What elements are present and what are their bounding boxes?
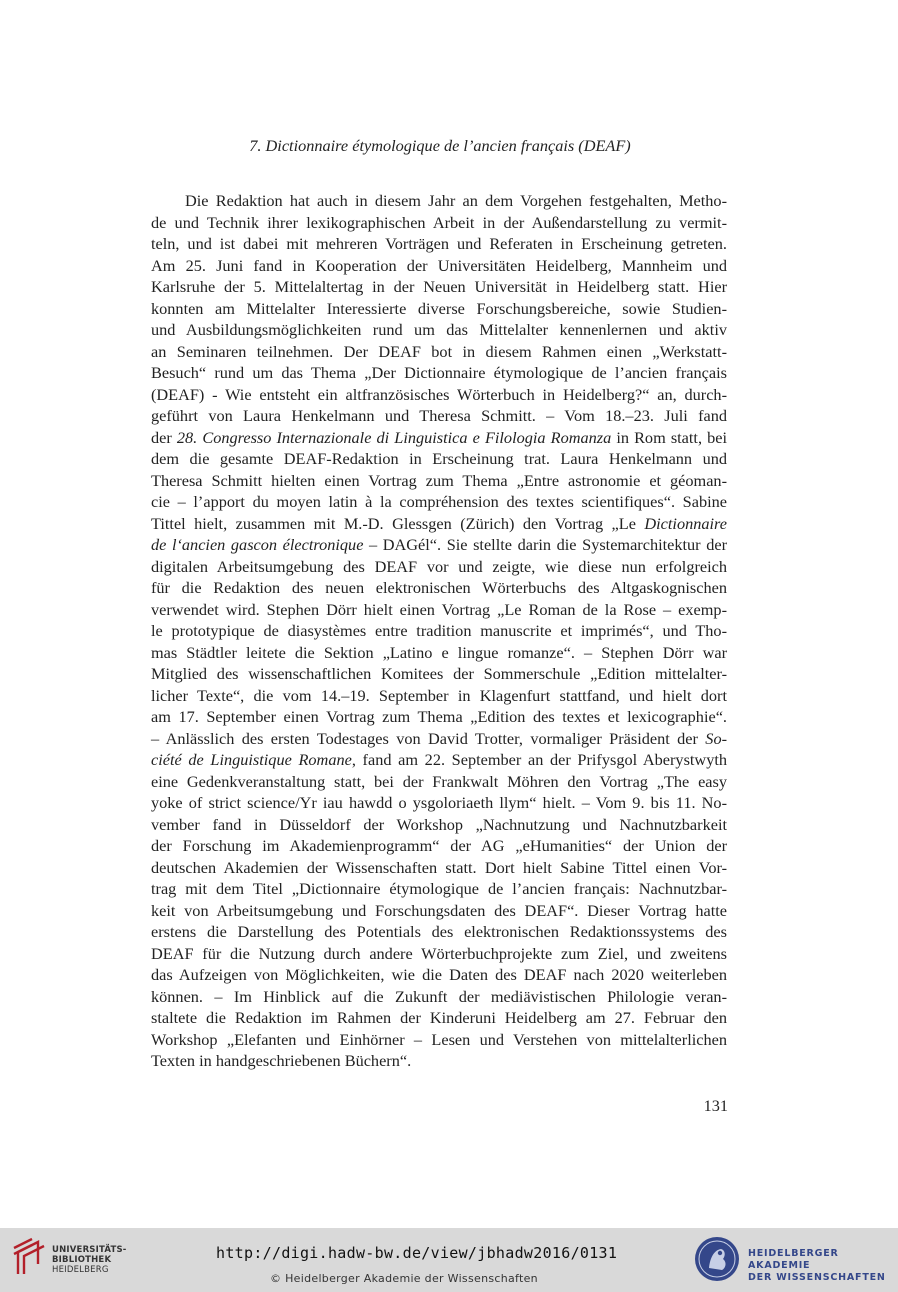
text-line: mas Städtler leitete die Sektion „Latino e lingue romanze“. – Stephen Dörr war xyxy=(151,642,727,662)
academy-name: HEIDELBERGER AKADEMIE DER WISSENSCHAFTEN xyxy=(748,1248,886,1283)
text-line: geführt von Laura Henkelmann und Theresa Schmitt. – Vom 18.–23. Juli fand xyxy=(151,406,727,425)
text-line: de und Technik ihrer lexikographischen Arbeit in der Außendarstellung zu vermit- xyxy=(151,212,727,232)
text-line: licher Texte“, die vom 14.–19. September in Klagenfurt stattfand, und hielt dort xyxy=(151,685,727,705)
text-line: konnten am Mittelalter Interessierte diverse Forschungsbereiche, sowie Studien- xyxy=(151,298,727,318)
text-line: yoke of strict science/Yr iau hawdd o ysgoloriaeth llym“ hielt. – Vom 9. bis 11. No- xyxy=(151,793,727,812)
text-line: eine Gedenkveranstaltung statt, bei der Frankwalt Möhren den Vortrag „The easy xyxy=(151,771,727,791)
text-line: Texten in handgeschriebenen Büchern“. xyxy=(151,1051,412,1070)
academy-seal-icon xyxy=(694,1236,740,1282)
text-line: trag mit dem Titel „Dictionnaire étymologique de l’ancien français: Nachnutzbar- xyxy=(151,879,727,898)
text-line: dem die gesamte DEAF-Redaktion in Erscheinung trat. Laura Henkelmann und xyxy=(151,449,727,468)
body-paragraph xyxy=(151,190,727,1072)
text-line: Karlsruhe der 5. Mittelaltertag in der Neuen Universität in Heidelberg statt. Hier xyxy=(151,277,727,296)
text-line: Theresa Schmitt hielten einen Vortrag zum Thema „Entre astronomie et géoman- xyxy=(151,470,727,490)
text-line: am 17. September einen Vortrag zum Thema „Edition des textes et lexicographie“. xyxy=(151,707,727,726)
text-line: für die Redaktion des neuen elektronischen Wörterbuchs des Altgaskognischen xyxy=(151,578,727,597)
permalink-url[interactable]: http://digi.hadw-bw.de/view/jbhadw2016/0131 xyxy=(216,1244,618,1262)
text-line: Workshop „Elefanten und Einhörner – Lesen und Verstehen von mittelalterlichen xyxy=(151,1029,727,1049)
text-line: Die Redaktion hat auch in diesem Jahr an dem Vorgehen festgehalten, Metho- xyxy=(185,191,727,210)
text-line: Tittel hielt, zusammen mit M.-D. Glessgen (Zürich) den Vortrag „Le Dictionnaire xyxy=(151,513,727,533)
text-line: an Seminaren teilnehmen. Der DEAF bot in diesem Rahmen einen „Werkstatt- xyxy=(151,341,727,361)
text-line: das Aufzeigen von Möglichkeiten, wie die Daten des DEAF nach 2020 weiterleben xyxy=(151,965,727,984)
text-line: der 28. Congresso Internazionale di Linguistica e Filologia Romanza in Rom statt, bei xyxy=(151,427,728,447)
copyright-notice: © Heidelberger Akademie der Wissenschaften xyxy=(270,1272,538,1285)
text-line: digitalen Arbeitsumgebung des DEAF vor und zeigte, wie diese nun erfolgreich xyxy=(151,556,727,576)
university-library-logo-icon xyxy=(8,1236,48,1278)
text-line: der Forschung im Akademienprogramm“ der AG „eHumanities“ der Union der xyxy=(151,836,727,855)
text-line: le prototypique de diasystèmes entre tradition manuscrite et imprimés“, und Tho- xyxy=(151,621,727,640)
text-line: DEAF für die Nutzung durch andere Wörterbuchprojekte zum Ziel, und zweitens xyxy=(151,943,727,963)
university-library-name: UNIVERSITÄTS- BIBLIOTHEK HEIDELBERG xyxy=(52,1245,127,1275)
text-line: ciété de Linguistique Romane, fand am 22. September an der Prifysgol Aberystwyth xyxy=(151,750,727,769)
text-line: teln, und ist dabei mit mehreren Vorträgen und Referaten in Erscheinung getreten. xyxy=(151,234,727,253)
text-line: verwendet wird. Stephen Dörr hielt einen Vortrag „Le Roman de la Rose – exemp- xyxy=(151,599,727,619)
text-line: de l‘ancien gascon électronique – DAGél“. Sie stellte darin die Systemarchitektur der xyxy=(151,535,727,554)
text-line: vember fand in Düsseldorf der Workshop „Nachnutzung und Nachnutzbarkeit xyxy=(151,814,727,834)
text-line: – Anlässlich des ersten Todestages von David Trotter, vormaliger Präsident der So- xyxy=(151,728,727,748)
italic-title: ciété de Linguistique Romane xyxy=(151,750,352,769)
italic-title: de l‘ancien gascon électronique xyxy=(151,535,364,554)
text-line: Mitglied des wissenschaftlichen Komitees der Sommerschule „Edition mittelalter- xyxy=(151,664,727,683)
text-line: und Ausbildungsmöglichkeiten rund um das Mittelalter kennenlernen und aktiv xyxy=(151,320,727,339)
page-number: 131 xyxy=(703,1096,728,1115)
text-line: erstens die Darstellung des Potentials des elektronischen Redaktionssystems des xyxy=(151,922,727,941)
text-line: (DEAF) - Wie entsteht ein altfranzösisches Wörterbuch in Heidelberg?“ an, durch- xyxy=(151,384,727,404)
text-line: Am 25. Juni fand in Kooperation der Universitäten Heidelberg, Mannheim und xyxy=(151,255,727,275)
text-line: staltete die Redaktion im Rahmen der Kinderuni Heidelberg am 27. Februar den xyxy=(151,1008,727,1027)
text-line: cie – l’apport du moyen latin à la compréhension des textes scientifiques“. Sabine xyxy=(151,492,727,511)
italic-title: So- xyxy=(705,728,727,748)
section-heading: 7. Dictionnaire étymologique de l’ancien français (DEAF) xyxy=(249,136,631,155)
italic-title: 28. Congresso Internazionale di Linguistica e Filologia Romanza xyxy=(176,427,612,447)
text-line: Besuch“ rund um das Thema „Der Dictionnaire étymologique de l’ancien français xyxy=(151,363,727,382)
text-line: deutschen Akademien der Wissenschaften statt. Dort hielt Sabine Tittel einen Vor- xyxy=(151,857,727,877)
text-line: keit von Arbeitsumgebung und Forschungsdaten des DEAF“. Dieser Vortrag hatte xyxy=(151,900,727,920)
italic-title: Dictionnaire xyxy=(644,513,727,533)
footer-bar xyxy=(0,1228,898,1292)
text-line: können. – Im Hinblick auf die Zukunft der mediävistischen Philologie veran- xyxy=(151,986,727,1006)
